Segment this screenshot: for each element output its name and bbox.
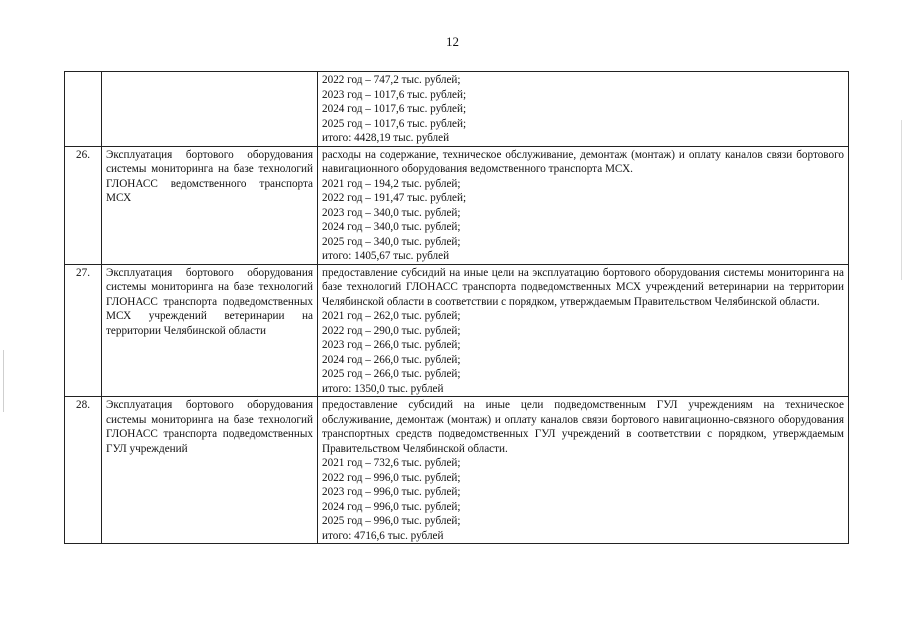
funding-year-line: 2023 год – 1017,6 тыс. рублей; <box>322 88 467 101</box>
funding-year-line: 2025 год – 340,0 тыс. рублей; <box>322 235 461 248</box>
row-number: 26. <box>65 146 102 264</box>
funding-year-line: 2024 год – 1017,6 тыс. рублей; <box>322 103 467 115</box>
funding-year-line: 2024 год – 266,0 тыс. рублей; <box>322 353 461 366</box>
funding-year-line: 2025 год – 996,0 тыс. рублей; <box>322 515 461 527</box>
funding-total: итого: 4716,6 тыс. рублей <box>322 529 444 542</box>
scan-artifact-left <box>3 350 4 412</box>
funding-year-line: 2025 год – 266,0 тыс. рублей; <box>322 368 461 380</box>
funding-year-line: 2023 год – 996,0 тыс. рублей; <box>322 486 461 498</box>
funding-purpose: расходы на содержание, техническое обслуживание, демонтаж (монтаж) и оплату каналов связи бортового навигационного оборудования ведомственного транспорта МСХ. <box>322 148 844 175</box>
funding-description <box>318 397 849 544</box>
funding-year-line: 2022 год – 747,2 тыс. рублей; <box>322 74 461 86</box>
funding-year-line: 2022 год – 191,47 тыс. рублей; <box>322 192 467 204</box>
funding-year-line: 2023 год – 266,0 тыс. рублей; <box>322 339 461 351</box>
funding-year-line: 2025 год – 1017,6 тыс. рублей; <box>322 117 467 130</box>
table-row <box>65 146 849 264</box>
row-number: 28. <box>65 397 102 544</box>
page-number: 12 <box>446 34 459 49</box>
funding-purpose: предоставление субсидий на иные цели на эксплуатацию бортового оборудования системы мониторинга на базе технологий ГЛОНАСС транспорта подведомственных МСХ учреждений ветеринарии на территории Челябинской области в соответствии с порядком, утверждаемым Правительством Челябинской области. <box>322 266 844 308</box>
funding-year-line: 2024 год – 340,0 тыс. рублей; <box>322 221 461 233</box>
funding-year-line: 2022 год – 290,0 тыс. рублей; <box>322 324 461 337</box>
table-row <box>65 264 849 397</box>
funding-description <box>318 72 849 147</box>
funding-purpose: предоставление субсидий на иные цели подведомственным ГУЛ учреждениям на техническое обслуживание, демонтаж (монтаж) и оплату каналов связи бортового навигационно-связного оборудования транспортных средств подведомственных ГУЛ учреждений в соответствии с порядком, утверждаемым Правительством Челябинской области. <box>322 399 844 455</box>
row-number <box>65 72 102 147</box>
table-row <box>65 72 849 147</box>
funding-description <box>318 146 849 264</box>
activity-name: Эксплуатация бортового оборудования системы мониторинга на базе технологий ГЛОНАСС транспорта подведомственных ГУЛ учреждений <box>102 397 318 544</box>
activity-name: Эксплуатация бортового оборудования системы мониторинга на базе технологий ГЛОНАСС ведомственного транспорта МСХ <box>102 146 318 264</box>
funding-year-line: 2021 год – 262,0 тыс. рублей; <box>322 310 461 322</box>
funding-year-line: 2022 год – 996,0 тыс. рублей; <box>322 471 461 484</box>
funding-total: итого: 1405,67 тыс. рублей <box>322 250 450 262</box>
funding-year-line: 2021 год – 732,6 тыс. рублей; <box>322 457 461 469</box>
activity-name: Эксплуатация бортового оборудования системы мониторинга на базе технологий ГЛОНАСС транспорта подведомственных МСХ учреждений ветеринарии на территории Челябинской области <box>102 264 318 397</box>
funding-year-line: 2021 год – 194,2 тыс. рублей; <box>322 177 461 190</box>
row-number: 27. <box>65 264 102 397</box>
table-row <box>65 397 849 544</box>
table-body <box>65 72 849 544</box>
scan-artifact-right <box>901 120 902 280</box>
funding-year-line: 2024 год – 996,0 тыс. рублей; <box>322 500 461 513</box>
funding-year-line: 2023 год – 340,0 тыс. рублей; <box>322 206 461 219</box>
funding-total: итого: 4428,19 тыс. рублей <box>322 132 450 144</box>
activity-name <box>102 72 318 147</box>
funding-total: итого: 1350,0 тыс. рублей <box>322 382 444 395</box>
funding-description <box>318 264 849 397</box>
activities-table <box>64 71 849 544</box>
